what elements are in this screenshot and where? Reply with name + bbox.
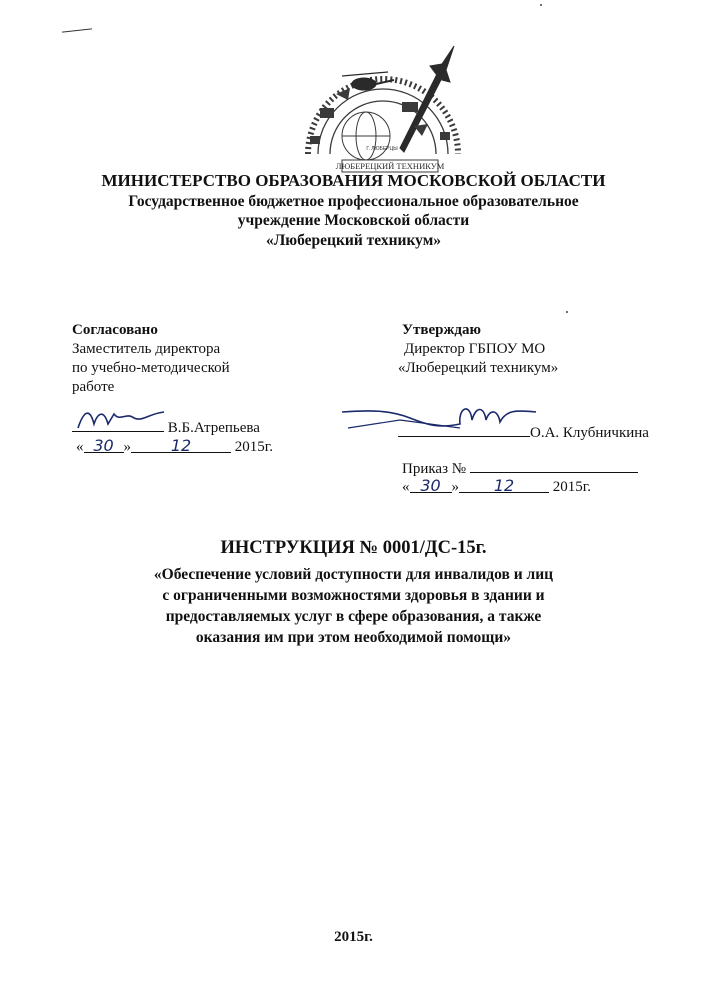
scan-dot: [566, 311, 568, 313]
approve-position-line-2: «Люберецкий техникум»: [398, 360, 559, 376]
date-month: 12: [493, 476, 515, 495]
instruction-subtitle-line-1: «Обеспечение условий доступности для инвалидов и лиц: [153, 566, 554, 583]
approve-date: [402, 477, 591, 496]
date-quote-open: «: [76, 439, 84, 455]
date-day-field: [84, 437, 124, 453]
agreed-position-line-2: по учебно-методической: [72, 360, 230, 376]
approve-signature: [340, 398, 540, 440]
scan-mark: [62, 28, 92, 32]
institution-name: «Люберецкий техникум»: [265, 232, 442, 249]
date-month-field: [459, 477, 549, 493]
date-day-field: [410, 477, 452, 493]
institution-line-1: Государственное бюджетное профессиональное образовательное: [128, 193, 579, 210]
agreed-position-line-1: Заместитель директора: [72, 341, 221, 357]
agreed-name: В.Б.Атрепьева: [167, 420, 260, 436]
agreed-signature: [74, 404, 170, 434]
agreed-date: [76, 437, 273, 456]
date-quote-close: »: [451, 479, 459, 495]
technikum-emblem: [290, 36, 475, 176]
date-month: 12: [170, 436, 192, 455]
date-year: 2015г.: [234, 439, 273, 455]
approve-position-line-1: Директор ГБПОУ МО: [404, 341, 546, 357]
agreed-position-line-3: работе: [72, 379, 115, 395]
date-month-field: [131, 437, 231, 453]
approve-title: Утверждаю: [402, 322, 481, 338]
footer-year: 2015г.: [334, 929, 373, 945]
date-quote-close: »: [123, 439, 131, 455]
order-label: Приказ №: [402, 461, 467, 477]
instruction-subtitle: [0, 564, 707, 648]
instruction-title: ИНСТРУКЦИЯ № 0001/ДС-15г.: [220, 538, 487, 558]
date-quote-open: «: [402, 479, 410, 495]
date-day: 30: [93, 436, 114, 455]
instruction-subtitle-line-4: оказания им при этом необходимой помощи»: [195, 629, 512, 646]
emblem-ring-text: ЛЮБЕРЕЦКИЙ ТЕХНИКУМ: [335, 161, 445, 171]
instruction-subtitle-line-3: предоставляемых услуг в сфере образования, а также: [165, 608, 542, 625]
approve-name: О.А. Клубничкина: [530, 425, 649, 441]
date-day: 30: [420, 476, 441, 495]
order-number-field: [470, 457, 638, 473]
institution-line-2: учреждение Московской области: [237, 212, 470, 229]
instruction-subtitle-line-2: с ограниченными возможностями здоровья в здании и: [162, 587, 545, 604]
scan-dot: [540, 4, 542, 6]
order-line: [402, 457, 638, 478]
date-year: 2015г.: [552, 479, 591, 495]
agreed-title: Согласовано: [72, 322, 158, 338]
emblem-inner-text: Г. ЛЮБЕРЦЫ: [366, 146, 398, 152]
ministry-heading: МИНИСТЕРСТВО ОБРАЗОВАНИЯ МОСКОВСКОЙ ОБЛАСТИ: [101, 171, 606, 190]
